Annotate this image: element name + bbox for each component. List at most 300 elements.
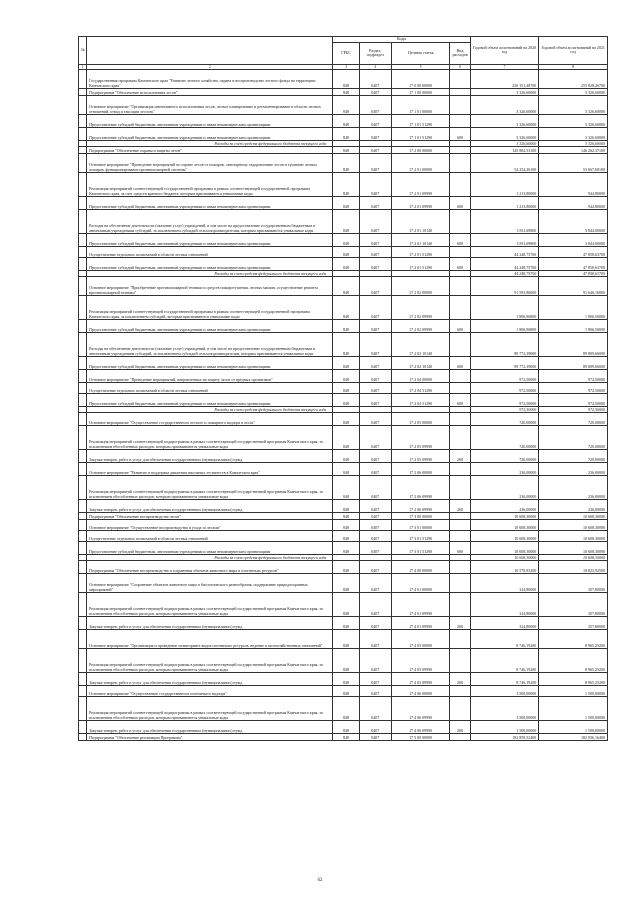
row-number-cell (79, 573, 87, 592)
row-razdel-cell: 0407 (359, 332, 391, 356)
row-grbs-cell: 848 (333, 648, 359, 672)
row-name-cell: Реализация мероприятий соответствующей государственной программы в рамках соответствующей государственной программы Камчатского края, за исключением субсидий, которым присваиваются уникальные коды (87, 295, 333, 319)
table-row (79, 246, 608, 257)
row-vr-cell (450, 382, 470, 393)
row-razdel-cell: 0407 (359, 462, 391, 475)
row-grbs-cell: 848 (333, 196, 359, 209)
row-sum-2020-cell: 3 326,60000 (470, 127, 539, 140)
row-name-cell: Подпрограмма "Обеспечение охраны и защиты лесов" (87, 146, 333, 153)
row-vr-cell (450, 172, 470, 196)
row-vr-cell (450, 696, 470, 720)
row-sum-2021-cell: 1 500,00000 (539, 696, 608, 720)
row-cs-cell: 17 4 01 09990 (391, 592, 450, 616)
row-sum-2021-cell: 944,80000 (539, 172, 608, 196)
row-vr-cell (450, 629, 470, 648)
row-sum-2020-cell: 145 884,53100 (470, 146, 539, 153)
col-name-header (87, 37, 333, 65)
row-sum-2020-cell: 10 608,30000 (470, 541, 539, 554)
row-sum-2020-cell: 182 859,52400 (470, 733, 539, 740)
row-name-cell: Реализация мероприятий соответствующей подпрограммы в рамках соответствующей государственной программы Камчатского края, за исключением обособленных расходов, которым присваиваются уникальные коды (87, 425, 333, 449)
row-grbs-cell: 848 (333, 319, 359, 332)
row-vr-cell: 600 (450, 541, 470, 554)
row-grbs-cell: 848 (333, 720, 359, 733)
row-name-cell: Основное мероприятие "Организация интенсивного использования лесов, лесное планирование и регламентирование в области лесных отношений, отвод и таксация лесосек" (87, 95, 333, 114)
row-sum-2021-cell: 944,80000 (539, 196, 608, 209)
row-sum-2020-cell: 720,00000 (470, 425, 539, 449)
row-razdel-cell: 0407 (359, 685, 391, 696)
row-sum-2021-cell: 357,80000 (539, 592, 608, 616)
codes-group-header: Коды (333, 37, 470, 43)
index-cell: 3 (333, 64, 359, 69)
row-grbs-cell: 848 (333, 393, 359, 406)
table-row (79, 672, 608, 685)
row-number-cell (79, 541, 87, 554)
row-name-cell: Расходы за счет средств федерального бюджета текущего года (87, 140, 333, 146)
row-number-cell (79, 88, 87, 95)
row-cs-cell: 17 2 01 09990 (391, 196, 450, 209)
row-sum-2020-cell: 8 746,19200 (470, 648, 539, 672)
row-sum-2020-cell: 10 608,30000 (470, 530, 539, 541)
row-grbs-cell: 848 (333, 560, 359, 573)
row-sum-2021-cell: 3 326,60000 (539, 95, 608, 114)
row-sum-2020-cell: 1 213,80000 (470, 196, 539, 209)
row-razdel-cell: 0407 (359, 648, 391, 672)
row-cs-cell: 17 2 05 09990 (391, 449, 450, 462)
row-grbs-cell: 848 (333, 573, 359, 592)
row-sum-2020-cell: 236,00000 (470, 475, 539, 499)
row-number-cell (79, 257, 87, 270)
col-num-header: № (79, 37, 87, 65)
row-sum-2021-cell: 47 858,63700 (539, 270, 608, 276)
row-sum-2020-cell: 8 746,19200 (470, 672, 539, 685)
row-razdel-cell: 0407 (359, 733, 391, 740)
row-cs-cell: 17 2 06 00000 (391, 462, 450, 475)
table-row (79, 648, 608, 672)
row-sum-2020-cell: 250 151,48700 (470, 69, 539, 88)
row-vr-cell (450, 560, 470, 573)
row-grbs-cell: 848 (333, 332, 359, 356)
row-sum-2020-cell: 91 593,86000 (470, 276, 539, 295)
row-grbs-cell: 848 (333, 146, 359, 153)
row-name-cell: Осуществление отдельных полномочий в области лесных отношений (87, 530, 333, 541)
row-sum-2021-cell: 89 809,66000 (539, 332, 608, 356)
row-name-cell: Осуществление отдельных полномочий в области лесных отношений (87, 382, 333, 393)
row-number-cell (79, 356, 87, 369)
row-cs-cell: 17 4 06 09990 (391, 720, 450, 733)
row-name-cell: Основное мероприятие "Осуществление воспроизводства и ухода за лесами" (87, 519, 333, 530)
table-row (79, 356, 608, 369)
row-cs-cell: 17 0 00 00000 (391, 69, 450, 88)
row-sum-2021-cell: 357,80000 (539, 616, 608, 629)
row-number-cell (79, 209, 87, 233)
row-razdel-cell: 0407 (359, 696, 391, 720)
row-name-cell: Основное мероприятие "Проведение мероприятий по охране лесов от пожаров, санитарному оздоровлению лесов и тушению лесных пожаров, функционирование противопожарной системы" (87, 153, 333, 172)
row-razdel-cell: 0407 (359, 209, 391, 233)
row-vr-cell: 600 (450, 257, 470, 270)
table-row (79, 512, 608, 519)
row-vr-cell: 600 (450, 319, 470, 332)
index-cell: 4 (359, 64, 391, 69)
row-grbs-cell: 848 (333, 257, 359, 270)
row-sum-2021-cell: 10 608,30000 (539, 519, 608, 530)
row-number-cell (79, 475, 87, 499)
row-cs-cell: 17 3 00 00000 (391, 512, 450, 519)
row-sum-2021-cell: 3 326,60000 (539, 114, 608, 127)
row-sum-2020-cell: 1 806,96800 (470, 295, 539, 319)
row-sum-2021-cell: 8 965,25200 (539, 629, 608, 648)
row-cs-cell: 17 4 01 09990 (391, 616, 450, 629)
row-sum-2020-cell: 1 500,00000 (470, 720, 539, 733)
table-row (79, 592, 608, 616)
table-row (79, 196, 608, 209)
row-cs-cell: 17 2 01 10140 (391, 233, 450, 246)
row-sum-2020-cell: 720,00000 (470, 412, 539, 425)
row-cs-cell: 17 4 05 09990 (391, 648, 450, 672)
row-number-cell (79, 592, 87, 616)
row-sum-2020-cell: 3 326,60000 (470, 88, 539, 95)
row-vr-cell (450, 412, 470, 425)
table-row (79, 95, 608, 114)
row-vr-cell: 200 (450, 616, 470, 629)
row-grbs-cell: 848 (333, 629, 359, 648)
row-name-cell: Расходы на обеспечение деятельности (оказание услуг) учреждений, в том числе на предоставление государственным бюджетным и автономным учреждениям субсидий, за исключением субсидий сельхозпроизводителям, которым присваиваются уникальные коды (87, 209, 333, 233)
row-cs-cell: 17 2 04 51290 (391, 382, 450, 393)
row-name-cell: Подпрограмма "Обеспечение реализации Программы" (87, 733, 333, 740)
row-sum-2021-cell: 236,00000 (539, 475, 608, 499)
row-number-cell (79, 672, 87, 685)
row-name-cell: Закупка товаров, работ и услуг для обеспечения государственных (муниципальных) нужд (87, 616, 333, 629)
table-row (79, 425, 608, 449)
row-cs-cell: 17 2 06 09990 (391, 475, 450, 499)
row-name-cell: Предоставление субсидий бюджетным, автономным учреждениям и иным некоммерческим организациям (87, 257, 333, 270)
row-sum-2021-cell: 47 858,63700 (539, 257, 608, 270)
row-sum-2020-cell: 10 570,93200 (470, 560, 539, 573)
row-sum-2020-cell: 10 608,30000 (470, 512, 539, 519)
row-number-cell (79, 616, 87, 629)
row-sum-2021-cell: 1 500,00000 (539, 685, 608, 696)
row-vr-cell (450, 153, 470, 172)
row-sum-2021-cell: 972,50000 (539, 382, 608, 393)
table-row (79, 499, 608, 512)
row-number-cell (79, 648, 87, 672)
table-row (79, 209, 608, 233)
row-vr-cell (450, 369, 470, 382)
row-sum-2020-cell: 324,80000 (470, 616, 539, 629)
row-vr-cell (450, 573, 470, 592)
table-row (79, 629, 608, 648)
row-cs-cell: 17 1 01 51290 (391, 114, 450, 127)
row-sum-2020-cell: 1 500,00000 (470, 685, 539, 696)
row-vr-cell: 200 (450, 720, 470, 733)
row-razdel-cell: 0407 (359, 672, 391, 685)
row-grbs-cell: 848 (333, 530, 359, 541)
row-sum-2021-cell: 720,00000 (539, 449, 608, 462)
row-cs-cell: 17 4 00 00000 (391, 560, 450, 573)
row-razdel-cell: 0407 (359, 425, 391, 449)
row-razdel-cell: 0407 (359, 616, 391, 629)
row-sum-2021-cell: 10 608,30000 (539, 554, 608, 560)
row-vr-cell (450, 209, 470, 233)
col-vr-header: Вид расходов (450, 42, 470, 64)
row-vr-cell (450, 114, 470, 127)
row-number-cell (79, 95, 87, 114)
row-cs-cell: 17 2 02 09990 (391, 319, 450, 332)
row-sum-2020-cell: 3 811,69800 (470, 209, 539, 233)
row-grbs-cell: 848 (333, 382, 359, 393)
row-sum-2021-cell: 91 646,16000 (539, 276, 608, 295)
row-name-cell: Предоставление субсидий бюджетным, автономным учреждениям и иным некоммерческим организациям (87, 196, 333, 209)
row-cs-cell: 17 2 05 00000 (391, 412, 450, 425)
row-vr-cell: 600 (450, 233, 470, 246)
row-number-cell (79, 246, 87, 257)
row-sum-2020-cell: 1 806,96800 (470, 319, 539, 332)
row-sum-2021-cell: 972,50000 (539, 393, 608, 406)
row-sum-2020-cell: 89 772,39000 (470, 332, 539, 356)
row-sum-2021-cell: 146 262,37100 (539, 146, 608, 153)
row-sum-2021-cell: 357,80000 (539, 573, 608, 592)
row-vr-cell (450, 332, 470, 356)
table-row (79, 127, 608, 140)
row-sum-2020-cell: 44 248,75700 (470, 257, 539, 270)
row-vr-cell: 600 (450, 356, 470, 369)
table-row (79, 685, 608, 696)
row-name-cell: Основное мероприятие "Осуществление государственного лесного и пожарного надзора в лесах" (87, 412, 333, 425)
row-sum-2020-cell: 324,80000 (470, 592, 539, 616)
row-razdel-cell: 0407 (359, 246, 391, 257)
table-row (79, 696, 608, 720)
row-name-cell: Основное мероприятие "Приобретение противопожарной техники и средств пожаротушения, лесных машин, осуществление ремонта противопожарной техники" (87, 276, 333, 295)
row-vr-cell: 200 (450, 672, 470, 685)
row-vr-cell (450, 425, 470, 449)
row-name-cell: Реализация мероприятий соответствующей подпрограммы в рамках соответствующей государственной программы Камчатского края, за исключением обособленных расходов, которым присваиваются уникальные коды (87, 592, 333, 616)
row-number-cell (79, 276, 87, 295)
table-body (79, 69, 608, 740)
row-sum-2021-cell: 89 809,66000 (539, 356, 608, 369)
col-razdel-header: Раздел, подраздел (359, 42, 391, 64)
row-cs-cell: 17 2 05 09990 (391, 425, 450, 449)
row-number-cell (79, 425, 87, 449)
row-number-cell (79, 685, 87, 696)
row-cs-cell: 17 4 05 09990 (391, 672, 450, 685)
row-number-cell (79, 319, 87, 332)
row-sum-2021-cell: 10 608,30000 (539, 530, 608, 541)
row-number-cell (79, 295, 87, 319)
table-row (79, 616, 608, 629)
table-row (79, 69, 608, 88)
row-cs-cell: 17 4 05 00000 (391, 629, 450, 648)
row-sum-2020-cell: 44 248,75700 (470, 246, 539, 257)
row-cs-cell: 17 2 01 51290 (391, 257, 450, 270)
row-vr-cell (450, 88, 470, 95)
row-number-cell (79, 369, 87, 382)
row-sum-2020-cell: 1 213,80000 (470, 172, 539, 196)
row-grbs-cell: 848 (333, 475, 359, 499)
table-row (79, 733, 608, 740)
row-razdel-cell: 0407 (359, 519, 391, 530)
row-sum-2021-cell: 182 836,16400 (539, 733, 608, 740)
row-cs-cell: 17 1 00 00000 (391, 88, 450, 95)
row-vr-cell (450, 276, 470, 295)
row-grbs-cell: 848 (333, 369, 359, 382)
row-cs-cell: 17 4 06 09990 (391, 696, 450, 720)
row-vr-cell (450, 69, 470, 88)
row-name-cell: Расходы за счет средств федерального бюджета текущего года (87, 554, 333, 560)
table-row (79, 276, 608, 295)
row-number-cell (79, 146, 87, 153)
row-name-cell: Основное мероприятие "Развитие и поддержка движения школьных лесничеств в Камчатском крае" (87, 462, 333, 475)
row-razdel-cell: 0407 (359, 512, 391, 519)
row-sum-2020-cell: 3 811,69800 (470, 233, 539, 246)
row-sum-2021-cell: 3 844,00000 (539, 233, 608, 246)
index-cell: 2 (87, 64, 333, 69)
row-number-cell (79, 153, 87, 172)
row-vr-cell: 200 (450, 449, 470, 462)
row-cs-cell: 17 2 01 00000 (391, 153, 450, 172)
row-grbs-cell: 848 (333, 512, 359, 519)
row-razdel-cell: 0407 (359, 196, 391, 209)
page-number: 62 (317, 878, 323, 883)
row-razdel-cell: 0407 (359, 560, 391, 573)
row-sum-2020-cell: 8 746,19200 (470, 629, 539, 648)
row-razdel-cell: 0407 (359, 295, 391, 319)
table-row (79, 449, 608, 462)
index-cell: 7 (470, 64, 539, 69)
row-razdel-cell: 0407 (359, 369, 391, 382)
row-vr-cell (450, 512, 470, 519)
row-grbs-cell: 848 (333, 519, 359, 530)
row-grbs-cell: 848 (333, 696, 359, 720)
row-grbs-cell: 848 (333, 295, 359, 319)
index-cell: 1 (79, 64, 87, 69)
row-vr-cell (450, 95, 470, 114)
row-number-cell (79, 530, 87, 541)
row-sum-2021-cell: 3 844,00000 (539, 209, 608, 233)
row-sum-2021-cell: 720,00000 (539, 425, 608, 449)
row-vr-cell: 600 (450, 393, 470, 406)
row-name-cell: Основное мероприятие "Проведение мероприятий, направленных на защиту лесов от вредных организмов" (87, 369, 333, 382)
table-row (79, 720, 608, 733)
table-row (79, 412, 608, 425)
row-number-cell (79, 69, 87, 88)
row-sum-2020-cell: 1 500,00000 (470, 696, 539, 720)
row-vr-cell (450, 462, 470, 475)
row-grbs-cell: 848 (333, 685, 359, 696)
table-row (79, 88, 608, 95)
row-sum-2021-cell: 3 326,60000 (539, 140, 608, 146)
row-razdel-cell: 0407 (359, 475, 391, 499)
row-razdel-cell: 0407 (359, 720, 391, 733)
row-grbs-cell: 848 (333, 425, 359, 449)
row-sum-2021-cell: 10 823,92500 (539, 560, 608, 573)
row-name-cell: Осуществление отдельных полномочий в области лесных отношений (87, 246, 333, 257)
row-grbs-cell: 848 (333, 276, 359, 295)
table-row (79, 462, 608, 475)
row-sum-2021-cell: 236,00000 (539, 462, 608, 475)
row-sum-2021-cell: 3 326,60000 (539, 127, 608, 140)
row-razdel-cell: 0407 (359, 88, 391, 95)
row-cs-cell: 17 3 01 51290 (391, 541, 450, 554)
row-vr-cell (450, 592, 470, 616)
row-cs-cell: 17 2 04 51290 (391, 393, 450, 406)
row-number-cell (79, 462, 87, 475)
row-cs-cell: 17 2 02 10140 (391, 332, 450, 356)
row-name-cell: Реализация мероприятий соответствующей подпрограммы в рамках соответствующей государственной программы Камчатского края, за исключением обособленных расходов, которым присваиваются уникальные коды (87, 696, 333, 720)
row-sum-2020-cell: 236,00000 (470, 499, 539, 512)
table-row (79, 257, 608, 270)
table-row (79, 319, 608, 332)
table-row (79, 172, 608, 196)
row-name-cell: Расходы за счет средств федерального бюджета текущего года (87, 406, 333, 412)
row-name-cell: Государственная программа Камчатского края "Развитие лесного хозяйства, охрана и воспроизводство лесного фонда на территории Камчатского края" (87, 69, 333, 88)
row-sum-2021-cell: 972,50000 (539, 369, 608, 382)
row-sum-2020-cell: 10 608,30000 (470, 554, 539, 560)
row-name-cell: Реализация мероприятий соответствующей государственной программы в рамках соответствующей государственной программы Камчатского края, за счет средств краевого бюджета, которым присваиваются уникальные коды (87, 172, 333, 196)
row-grbs-cell: 848 (333, 462, 359, 475)
row-grbs-cell: 848 (333, 672, 359, 685)
row-number-cell (79, 696, 87, 720)
table-row (79, 295, 608, 319)
row-grbs-cell: 848 (333, 499, 359, 512)
row-grbs-cell: 848 (333, 356, 359, 369)
row-name-cell: Реализация мероприятий соответствующей подпрограммы в рамках соответствующей государственной программы Камчатского края, за исключением обособленных расходов, которым присваиваются уникальные коды (87, 648, 333, 672)
row-grbs-cell: 848 (333, 592, 359, 616)
row-name-cell: Предоставление субсидий бюджетным, автономным учреждениям и иным некоммерческим организациям (87, 393, 333, 406)
row-number-cell (79, 393, 87, 406)
row-vr-cell: 600 (450, 196, 470, 209)
table-row (79, 146, 608, 153)
row-razdel-cell: 0407 (359, 276, 391, 295)
row-number-cell (79, 382, 87, 393)
row-cs-cell: 17 2 00 00000 (391, 146, 450, 153)
row-number-cell (79, 233, 87, 246)
row-number-cell (79, 412, 87, 425)
table-row (79, 233, 608, 246)
row-razdel-cell: 0407 (359, 592, 391, 616)
row-name-cell: Предоставление субсидий бюджетным, автономным учреждениям и иным некоммерческим организациям (87, 541, 333, 554)
table-row (79, 332, 608, 356)
row-vr-cell (450, 519, 470, 530)
row-name-cell: Закупка товаров, работ и услуг для обеспечения государственных (муниципальных) нужд (87, 499, 333, 512)
row-cs-cell: 17 1 01 00000 (391, 95, 450, 114)
row-name-cell: Предоставление субсидий бюджетным, автономным учреждениям и иным некоммерческим организациям (87, 127, 333, 140)
col-cs-header: Целевая статья (391, 42, 450, 64)
row-razdel-cell: 0407 (359, 393, 391, 406)
row-sum-2020-cell: 3 326,60000 (470, 95, 539, 114)
row-razdel-cell: 0407 (359, 629, 391, 648)
row-sum-2020-cell: 10 608,30000 (470, 519, 539, 530)
row-razdel-cell: 0407 (359, 127, 391, 140)
row-sum-2021-cell: 10 608,30000 (539, 541, 608, 554)
row-name-cell: Предоставление субсидий бюджетным, автономным учреждениям и иным некоммерческим организациям (87, 356, 333, 369)
row-sum-2021-cell: 53 667,68100 (539, 153, 608, 172)
row-grbs-cell: 848 (333, 114, 359, 127)
row-cs-cell: 17 2 02 00000 (391, 276, 450, 295)
row-grbs-cell: 848 (333, 88, 359, 95)
row-cs-cell: 17 2 02 10140 (391, 356, 450, 369)
row-razdel-cell: 0407 (359, 146, 391, 153)
row-razdel-cell: 0407 (359, 573, 391, 592)
row-razdel-cell: 0407 (359, 499, 391, 512)
row-grbs-cell: 848 (333, 209, 359, 233)
row-razdel-cell: 0407 (359, 172, 391, 196)
table-row (79, 369, 608, 382)
row-number-cell (79, 127, 87, 140)
row-vr-cell (450, 146, 470, 153)
row-name-cell: Предоставление субсидий бюджетным, автономным учреждениям и иным некоммерческим организациям (87, 319, 333, 332)
row-grbs-cell: 848 (333, 172, 359, 196)
row-sum-2021-cell: 1 806,50000 (539, 319, 608, 332)
row-cs-cell: 17 3 01 51290 (391, 530, 450, 541)
